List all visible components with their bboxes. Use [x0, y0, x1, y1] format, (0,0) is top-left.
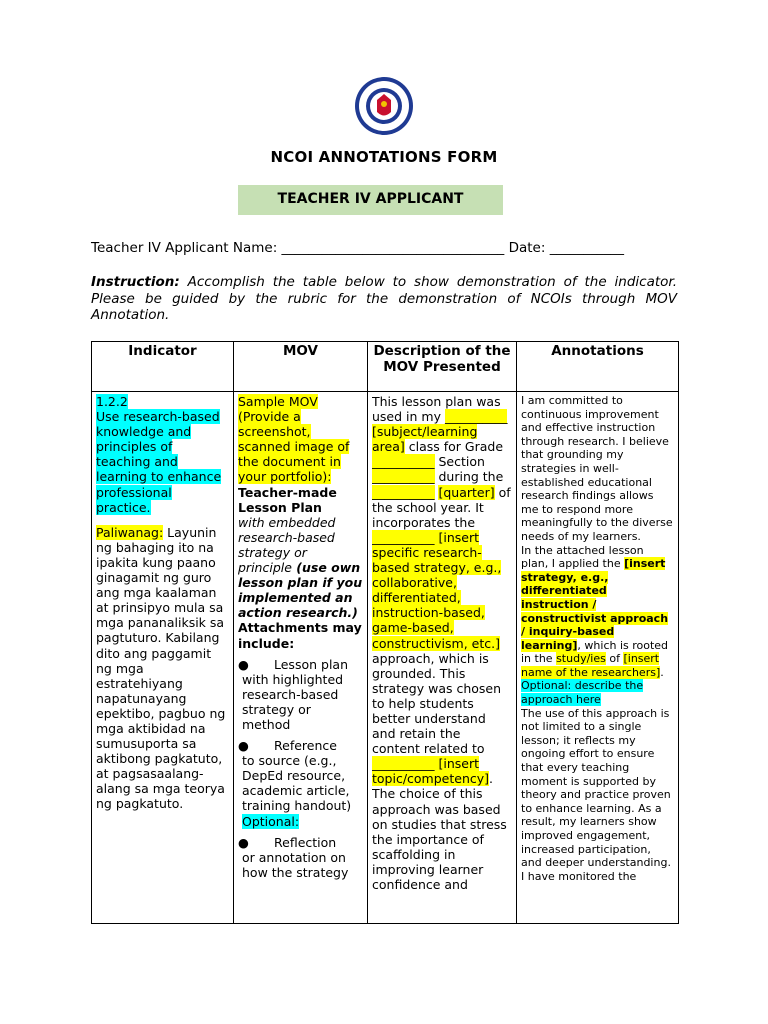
annotation-text: I am committed to continuous improvement and effective instruction through research. I believe that grounding my strategies in well-established educational research findings allows me to respond more meaningfully to the diverse needs of my learners. [521, 394, 673, 543]
blank-field: __________ [372, 529, 435, 545]
mov-title: Teacher-made Lesson Plan [238, 484, 337, 515]
description-text: This lesson plan was used in my [372, 394, 501, 425]
blank-field: __________ [372, 469, 435, 485]
description-text: class for Grade [404, 439, 504, 455]
topic-placeholder: [insert topic/competency] [372, 756, 490, 787]
table-row [92, 392, 679, 924]
bullet-text: or annotation on how the strategy [242, 849, 349, 880]
annotations-cell [517, 392, 679, 924]
optional-note: Optional: describe the approach here [521, 679, 644, 707]
annotation-text: . [660, 665, 664, 679]
mov-attachments-label: Attachments may include: [238, 620, 362, 651]
bullet-text-body: to source (e.g., DepEd resource, academic article, training handout) [242, 753, 352, 814]
list-item [238, 657, 363, 672]
applicant-role-banner: TEACHER IV APPLICANT [238, 185, 503, 215]
mov-sample-note: Sample MOV (Provide a screenshot, scanned image of the document in your portfolio): [238, 394, 350, 485]
description-text: during the [434, 469, 504, 485]
bullet-icon: ● [238, 834, 249, 850]
blank-field: __________ [444, 409, 508, 425]
annotation-text: of [605, 652, 624, 666]
strategy-placeholder: [insert strategy, e.g., differentiated instruction / constructivist approach / inquiry-based learning] [521, 557, 669, 652]
study-placeholder: study/ies [556, 652, 606, 666]
list-item [238, 835, 363, 850]
optional-label: Optional: [242, 813, 300, 829]
header-description: Description of the MOV Presented [368, 342, 517, 392]
description-text: of the school year. It incorporates the [372, 484, 511, 530]
description-cell [368, 392, 517, 924]
bullet-icon: ● [238, 738, 249, 754]
quarter-placeholder: [quarter] [438, 484, 495, 500]
mov-cell [234, 392, 368, 924]
paliwanag-label: Paliwanag: [96, 524, 164, 540]
strategy-placeholder: [insert specific research-based strategy, e.g., collaborative, differentiated, instruction-based, game-based, constructivism, etc.] [372, 529, 502, 651]
header-annotations: Annotations [517, 342, 679, 392]
annotations-table [91, 341, 679, 924]
researchers-placeholder: [insert name of the researchers] [521, 652, 661, 679]
header-mov: MOV [234, 342, 368, 392]
description-text: approach, which is grounded. This strategy was chosen to help students better understand and retain the content related to [372, 650, 502, 757]
indicator-code: 1.2.2 [96, 394, 128, 409]
indicator-text: Use research-based knowledge and principles of teaching and learning to enhance professional practice. [96, 409, 222, 515]
bullet-label: Reflection [274, 834, 337, 850]
annotation-text: The use of this approach is not limited to a single lesson; it reflects my ongoing effort to ensure that every teaching moment is supported by theory and practice proven to enhance learning. As a result, my learners show improved engagement, increased participation, and deeper understanding. I have monitored the [521, 706, 671, 883]
table-header-row [92, 342, 679, 392]
blank-field: __________ [372, 454, 435, 470]
indicator-cell [92, 392, 234, 924]
deped-seal-logo [339, 76, 429, 136]
bullet-label: Lesson plan [274, 656, 348, 672]
annotation-text: , which is rooted in the [521, 638, 669, 666]
description-text: Section [434, 454, 485, 470]
form-title: NCOI ANNOTATIONS FORM [270, 148, 498, 166]
mov-italic-note: with embedded research-based strategy or principle [238, 514, 336, 576]
annotation-text: In the attached lesson plan, I applied the [521, 543, 644, 571]
blank-field: __________ [372, 484, 435, 500]
mov-action-research-note: (use own lesson plan if you implemented an action research.) [238, 560, 363, 621]
instruction-label: Instruction: [91, 274, 180, 290]
bullet-text [238, 753, 363, 828]
blank-field: __________ [372, 756, 435, 772]
bullet-text: with highlighted research-based strategy or method [242, 671, 344, 732]
list-item [238, 738, 363, 753]
applicant-name-date-line[interactable]: Teacher IV Applicant Name: _________________________________ Date: ___________ [91, 240, 624, 256]
instruction-paragraph [91, 274, 677, 324]
description-text: . The choice of this approach was based on studies that stress the importance of scaffolding in improving learner confidence and [372, 771, 507, 892]
bullet-icon: ● [238, 656, 249, 672]
instruction-text: Accomplish the table below to show demonstration of the indicator. Please be guided by the rubric for the demonstration of NCOIs through MOV Annotation. [91, 274, 677, 323]
bullet-label: Reference [274, 738, 337, 754]
header-indicator: Indicator [92, 342, 234, 392]
paliwanag-text: Layunin ng bahaging ito na ipakita kung paano ginagamit ng guro ang mga kaalaman at prinsipyo mula sa mga pananaliksik sa pagtuturo. Kabilang dito ang paggamit ng mga estratehiyang napatunayang epektibo, pagbuo ng mga aktibidad na sumusuporta sa aktibong pagkatuto, at pagsasaalang-alang sa mga teorya ng pagkatuto. [96, 524, 226, 812]
subject-placeholder: [subject/learning area] [372, 424, 478, 455]
